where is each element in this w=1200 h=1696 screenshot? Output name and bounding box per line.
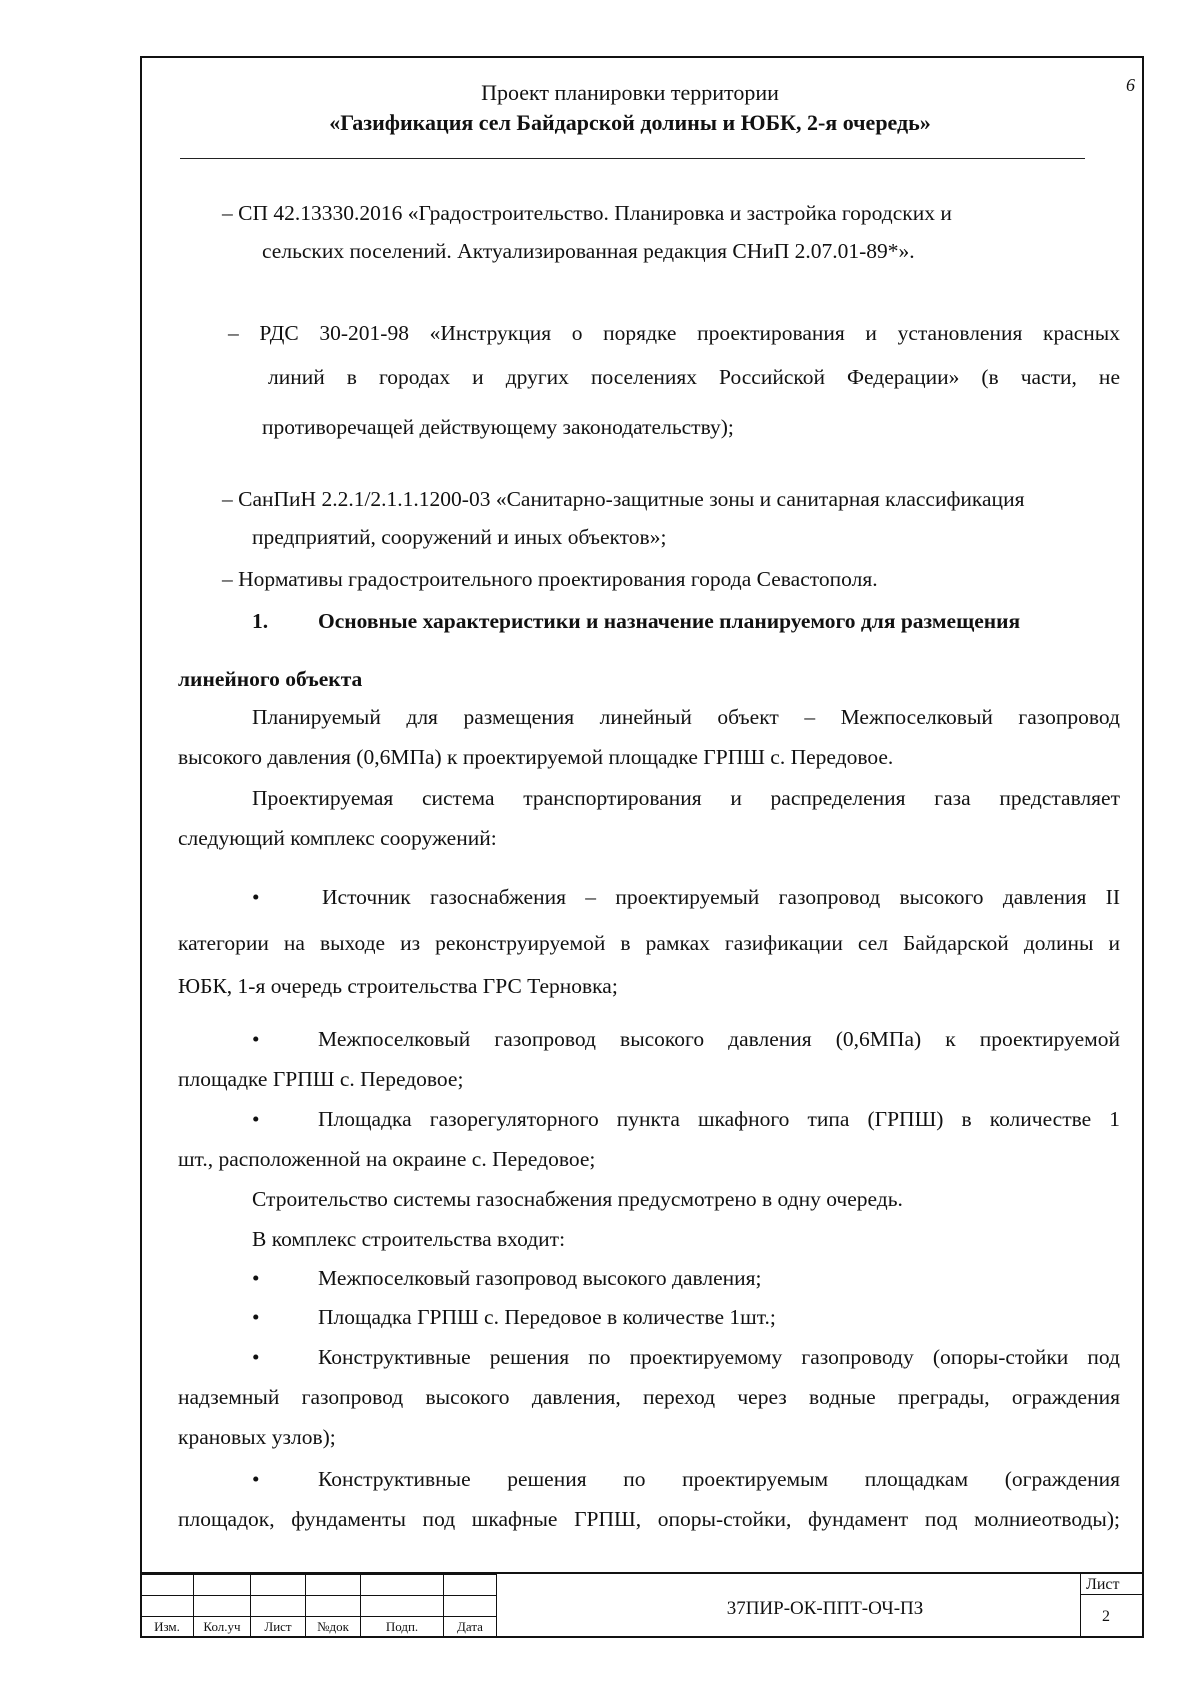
- section-title: линейного объекта: [178, 667, 363, 691]
- paragraph-line: Проектируемая система транспортирования и распределения газа представляет: [252, 786, 1120, 810]
- col-header: Кол.уч: [194, 1617, 251, 1638]
- list-item: Площадка ГРПШ с. Передовое в количестве 1шт.;: [318, 1305, 776, 1329]
- sheet-divider: [1080, 1594, 1142, 1595]
- bullet: •: [252, 1027, 260, 1051]
- section-title: Основные характеристики и назначение планируемого для размещения: [318, 609, 1021, 633]
- list-item: площадке ГРПШ с. Передовое;: [178, 1067, 464, 1091]
- col-header: Лист: [251, 1617, 306, 1638]
- ref-line: – РДС 30-201-98 «Инструкция о порядке проектирования и установления красных: [228, 321, 1120, 345]
- list-item: Конструктивные решения по проектируемым площадкам (ограждения: [318, 1467, 1120, 1491]
- ref-line: противоречащей действующему законодательству);: [262, 415, 734, 439]
- list-item: Источник газоснабжения – проектируемый газопровод высокого давления II: [322, 885, 1120, 909]
- bullet: •: [252, 1107, 260, 1131]
- document-code: 37ПИР-ОК-ППТ-ОЧ-ПЗ: [726, 1598, 924, 1619]
- bullet: •: [252, 1305, 260, 1329]
- list-item: Межпоселковый газопровод высокого давления (0,6МПа) к проектируемой: [318, 1027, 1120, 1051]
- sheet-number: 2: [1102, 1608, 1110, 1625]
- bullet: •: [252, 885, 260, 909]
- col-header: Изм.: [141, 1617, 194, 1638]
- list-item: площадок, фундаменты под шкафные ГРПШ, опоры-стойки, фундамент под молниеотводы);: [178, 1507, 1120, 1531]
- header-line-1: Проект планировки территории: [481, 80, 779, 105]
- list-item: надземный газопровод высокого давления, переход через водные преграды, ограждения: [178, 1385, 1120, 1409]
- ref-line: линий в городах и других поселениях Российской Федерации» (в части, не: [268, 365, 1120, 389]
- page-number: 6: [1126, 75, 1135, 95]
- ref-line: – СП 42.13330.2016 «Градостроительство. Планировка и застройка городских и: [222, 201, 952, 225]
- col-header: №док: [306, 1617, 361, 1638]
- revision-table: [140, 1574, 497, 1638]
- section-number: 1.: [252, 609, 269, 633]
- header-line-2: «Газификация сел Байдарской долины и ЮБК, 2-я очередь»: [329, 110, 931, 135]
- ref-line: – СанПиН 2.2.1/2.1.1.1200-03 «Санитарно-защитные зоны и санитарная классификация: [222, 487, 1025, 511]
- list-item: Межпоселковый газопровод высокого давления;: [318, 1266, 762, 1290]
- col-header: Подп.: [361, 1617, 444, 1638]
- ref-line: предприятий, сооружений и иных объектов»;: [252, 525, 667, 549]
- paragraph-line: В комплекс строительства входит:: [252, 1227, 566, 1251]
- header-divider: [180, 158, 1085, 159]
- ref-line: – Нормативы градостроительного проектирования города Севастополя.: [222, 567, 878, 591]
- stamp-top-border: [140, 1572, 1144, 1574]
- list-item: крановых узлов);: [178, 1425, 336, 1449]
- bullet: •: [252, 1345, 260, 1369]
- paragraph-line: следующий комплекс сооружений:: [178, 826, 497, 850]
- col-header: Дата: [444, 1617, 497, 1638]
- sheet-label: Лист: [1086, 1576, 1120, 1593]
- list-item: категории на выходе из реконструируемой в рамках газификации сел Байдарской долины и: [178, 931, 1120, 955]
- ref-line: сельских поселений. Актуализированная редакция СНиП 2.07.01-89*».: [262, 239, 915, 263]
- paragraph-line: Планируемый для размещения линейный объект – Межпоселковый газопровод: [252, 705, 1120, 729]
- list-item: ЮБК, 1-я очередь строительства ГРС Терновка;: [178, 974, 618, 998]
- paragraph-line: высокого давления (0,6МПа) к проектируемой площадке ГРПШ с. Передовое.: [178, 745, 894, 769]
- title-block: [140, 1574, 1144, 1638]
- list-item: шт., расположенной на окраине с. Передовое;: [178, 1147, 596, 1171]
- list-item: Конструктивные решения по проектируемому газопроводу (опоры-стойки под: [318, 1345, 1120, 1369]
- list-item: Площадка газорегуляторного пункта шкафного типа (ГРПШ) в количестве 1: [318, 1107, 1120, 1131]
- paragraph-line: Строительство системы газоснабжения предусмотрено в одну очередь.: [252, 1187, 903, 1211]
- bullet: •: [252, 1467, 260, 1491]
- bullet: •: [252, 1266, 260, 1290]
